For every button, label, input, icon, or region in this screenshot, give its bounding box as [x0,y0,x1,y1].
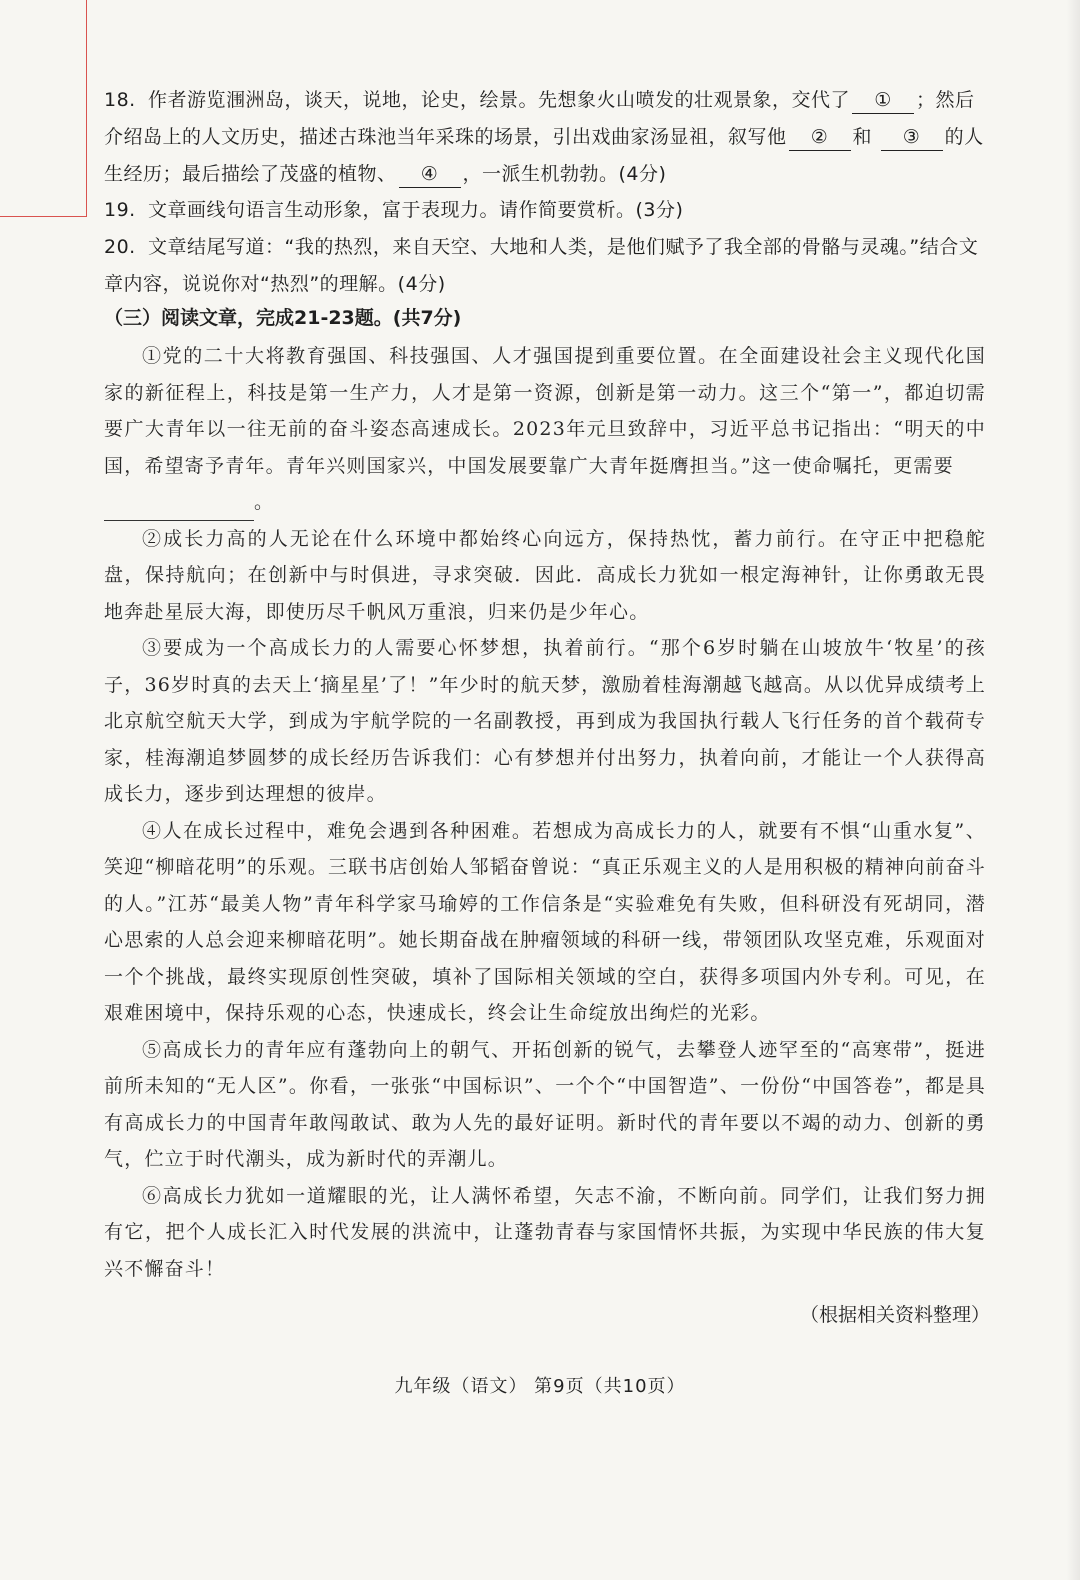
section-title: （三）阅读文章，完成21-23题。(共7分) [104,307,462,329]
answer-blank-2[interactable]: ② [789,124,851,151]
scan-shadow [1066,0,1080,1580]
question-text-a: 作者游览涠洲岛，谈天，说地，论史，绘景。先想象火山喷发的壮观景象，交代了 [148,89,851,111]
source-note: （根据相关资料整理） [799,1304,990,1326]
page-footer: 九年级（语文） 第9页（共10页） [394,1376,686,1397]
question-text: 文章结尾写道：“我的热烈，来自天空、大地和人类，是他们赋予了我全部的骨骼与灵魂。”结合文章内容，说说你对“热烈”的理解。(4分) [104,236,979,295]
question-19 [104,192,994,229]
answer-blank-line[interactable] [104,496,254,521]
answer-blank-3[interactable]: ③ [881,124,943,151]
question-18 [104,82,994,193]
paragraph-3: ③要成为一个高成长力的人需要心怀梦想，执着前行。“那个6岁时躺在山坡放牛‘牧星’的孩子，36岁时真的去天上‘摘星星’了！”年少时的航天梦，激励着桂海潮越飞越高。从以优异成绩考上北京航空航天大学，到成为宇航学院的一名副教授，再到成为我国执行载人飞行任务的首个载荷专家，桂海潮追梦圆梦的成长经历告诉我们：心有梦想并付出努力，执着向前，才能让一个人获得高成长力，逐步到达理想的彼岸。 [104,637,986,805]
paragraph-1 [104,338,986,521]
question-text-c: 和 [852,126,873,148]
paragraph-6: ⑥高成长力犹如一道耀眼的光，让人满怀希望，矢志不渝，不断向前。同学们，让我们努力拥有它，把个人成长汇入时代发展的洪流中，让蓬勃青春与家国情怀共振，为实现中华民族的伟大复兴不懈奋斗！ [104,1184,986,1280]
article-body [104,338,986,1287]
question-text-d: 的人生经历；最后描绘了茂盛的植物、 [104,126,984,185]
question-number: 18. [104,89,136,111]
paragraph-5: ⑤高成长力的青年应有蓬勃向上的朝气、开拓创新的锐气，去攀登人迹罕至的“高寒带”，挺进前所未知的“无人区”。你看，一张张“中国标识”、一个个“中国智造”、一份份“中国答卷”，都是具有高成长力的中国青年敢闯敢试、敢为人先的最好证明。新时代的青年要以不竭的动力、创新的勇气，伫立于时代潮头，成为新时代的弄潮儿。 [104,1038,986,1170]
question-text: 文章画线句语言生动形象，富于表现力。请作简要赏析。(3分) [148,199,684,221]
red-margin-mark [0,0,87,217]
paragraph-2: ②成长力高的人无论在什么环境中都始终心向远方，保持热忱，蓄力前行。在守正中把稳舵盘，保持航向；在创新中与时俱进，寻求突破．因此．高成长力犹如一根定海神针，让你勇敢无畏地奔赴星辰大海，即使历尽千帆风万重浪，归来仍是少年心。 [104,527,986,623]
question-text-b: ；然后介绍岛上的人文历史，描述古珠池当年采珠的场景，引出戏曲家汤显祖，叙写他 [104,89,975,148]
question-number: 20. [104,236,136,258]
question-text-e: ，一派生机勃勃。(4分) [462,163,667,185]
paragraph-4: ④人在成长过程中，难免会遇到各种困难。若想成为高成长力的人，就要有不惧“山重水复”、笑迎“柳暗花明”的乐观。三联书店创始人邹韬奋曾说：“真正乐观主义的人是用积极的精神向前奋斗的人。”江苏“最美人物”青年科学家马瑜婷的工作信条是“实验难免有失败，但科研没有死胡同，潜心思索的人总会迎来柳暗花明”。她长期奋战在肿瘤领域的科研一线，带领团队攻坚克难，乐观面对一个个挑战，最终实现原创性突破，填补了国际相关领域的空白，获得多项国内外专利。可见，在艰难困境中，保持乐观的心态，快速成长，终会让生命绽放出绚烂的光彩。 [104,819,986,1024]
paragraph-1-end: 。 [254,491,275,513]
question-number: 19. [104,199,136,221]
answer-blank-4[interactable]: ④ [399,161,461,188]
answer-blank-1[interactable]: ① [852,87,914,114]
question-20 [104,229,994,303]
paragraph-1-text: ①党的二十大将教育强国、科技强国、人才强国提到重要位置。在全面建设社会主义现代化国家的新征程上，科技是第一生产力，人才是第一资源，创新是第一动力。这三个“第一”，都迫切需要广大青年以一往无前的奋斗姿态高速成长。2023年元旦致辞中，习近平总书记指出：“明天的中国，希望寄予青年。青年兴则国家兴，中国发展要靠广大青年挺膺担当。”这一使命嘱托，更需要 [104,345,986,477]
